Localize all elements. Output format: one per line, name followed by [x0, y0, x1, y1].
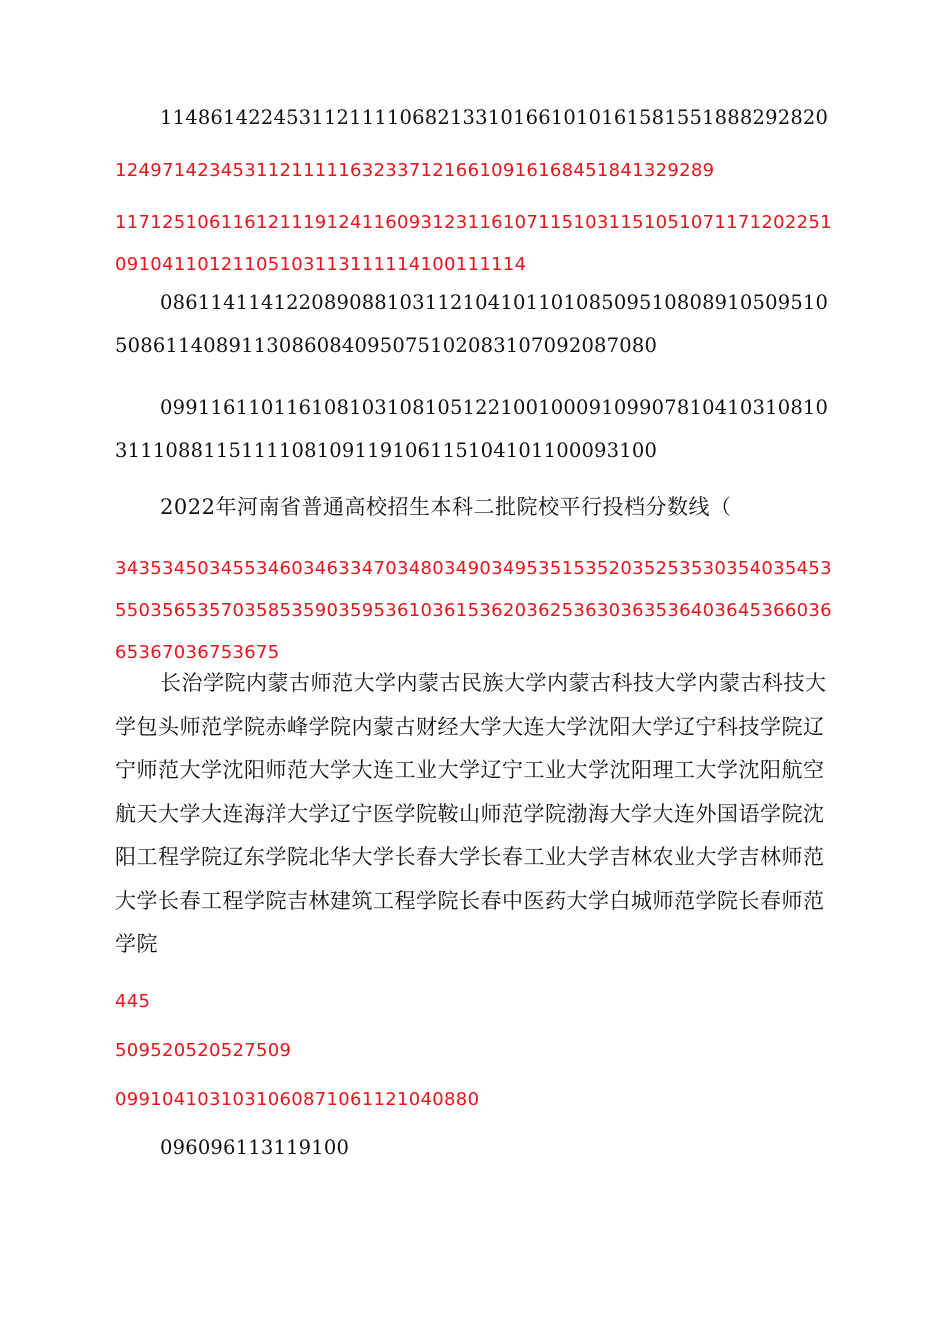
paragraph-heading-admission-lines: 2022年河南省普通高校招生本科二批院校平行投档分数线（	[160, 495, 732, 519]
paragraph-number-sequence-2: 086114114122089088103112104101101085095108089105095105086114089113086084095075102083107092087080	[115, 291, 829, 357]
paragraph-red-number-sequence-3: 509520520527509	[115, 1040, 292, 1061]
paragraph-red-number-sequence-2: 117125106116121119124116093123116107115103115105107117120225109104110121105103113111114100111114	[115, 212, 832, 275]
paragraph-number-sequence-1: 11486142245311211110682133101661010161581551888292820	[160, 106, 829, 129]
paragraph-red-number-445: 445	[115, 991, 151, 1012]
paragraph-red-number-sequence-1: 124971423453112111116323371216610916168451841329289	[115, 160, 715, 181]
paragraph-red-number-sequence-4: 0991041031031060871061121040880	[115, 1089, 480, 1110]
paragraph-number-sequence-4: 096096113119100	[160, 1136, 350, 1159]
paragraph-red-score-sequence: 3435345034553460346334703480349034953515352035253530354035453550356535703585359035953610361536203625363036353640364536603665367036753675	[115, 558, 832, 663]
paragraph-number-sequence-3: 099116110116108103108105122100100091099078104103108103111088115111108109119106115104101100093100	[115, 396, 829, 462]
paragraph-university-list: 长治学院内蒙古师范大学内蒙古民族大学内蒙古科技大学内蒙古科技大学包头师范学院赤峰学院内蒙古财经大学大连大学沈阳大学辽宁科技学院辽宁师范大学沈阳师范大学大连工业大学辽宁工业大学沈阳理工大学沈阳航空航天大学大连海洋大学辽宁医学院鞍山师范学院渤海大学大连外国语学院沈阳工程学院辽东学院北华大学长春大学长春工业大学吉林农业大学吉林师范大学长春工程学院吉林建筑工程学院长春中医药大学白城师范学院长春师范学院	[115, 671, 827, 956]
